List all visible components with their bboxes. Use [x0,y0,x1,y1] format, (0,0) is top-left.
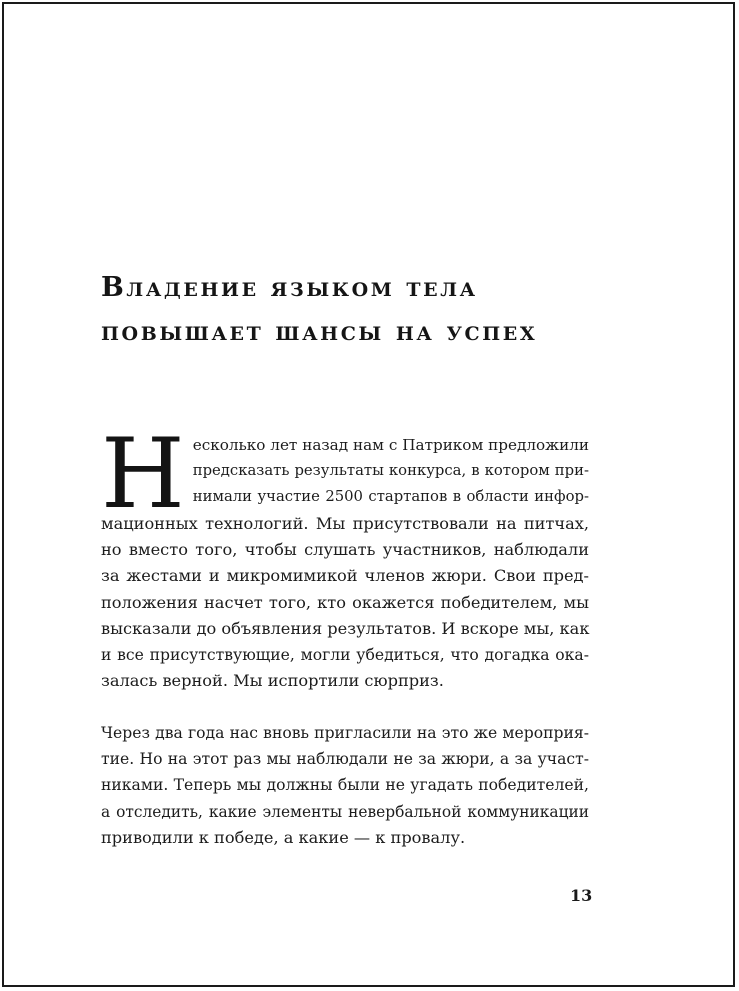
paragraph-1 [101,418,590,694]
text-line: а отследить, какие элементы невербальной коммуникации [101,802,589,821]
text-line: мационных технологий. Мы присутствовали на питчах, [101,514,589,533]
drop-cap-letter: Н [101,418,185,530]
text-line: никами. Теперь мы должны были не угадать победителей, [101,776,589,795]
chapter-heading [101,266,537,354]
paragraph-2 [101,720,589,851]
heading-line-2: повышает шансы на успех [101,316,538,347]
text-line: есколько лет назад нам с Патриком предложили [192,436,589,454]
text-line: и все присутствующие, могли убедиться, что догадка ока- [101,645,589,664]
text-line: за жестами и микромимикой членов жюри. Свои пред- [101,566,589,586]
text-line: приводили к победе, а какие — к провалу. [101,827,466,847]
text-line: залась верной. Мы испортили сюрприз. [101,671,444,691]
text-line: положения насчет того, кто окажется победителем, мы [101,592,589,612]
text-line: предсказать результаты конкурса, в котором при- [192,462,589,480]
page-number: 13 [570,886,593,905]
text-line: но вместо того, чтобы слушать участников, наблюдали [101,540,589,560]
book-page [2,2,735,987]
heading-line-1: Владение языком тела [101,272,478,303]
text-line: нимали участие 2500 стартапов в области инфор- [192,488,589,506]
text-line: Через два года нас вновь пригласили на это же мероприя- [101,724,589,742]
text-line: высказали до объявления результатов. И вскоре мы, как [101,618,590,638]
text-line: тие. Но на этот раз мы наблюдали не за жюри, а за участ- [101,750,589,769]
